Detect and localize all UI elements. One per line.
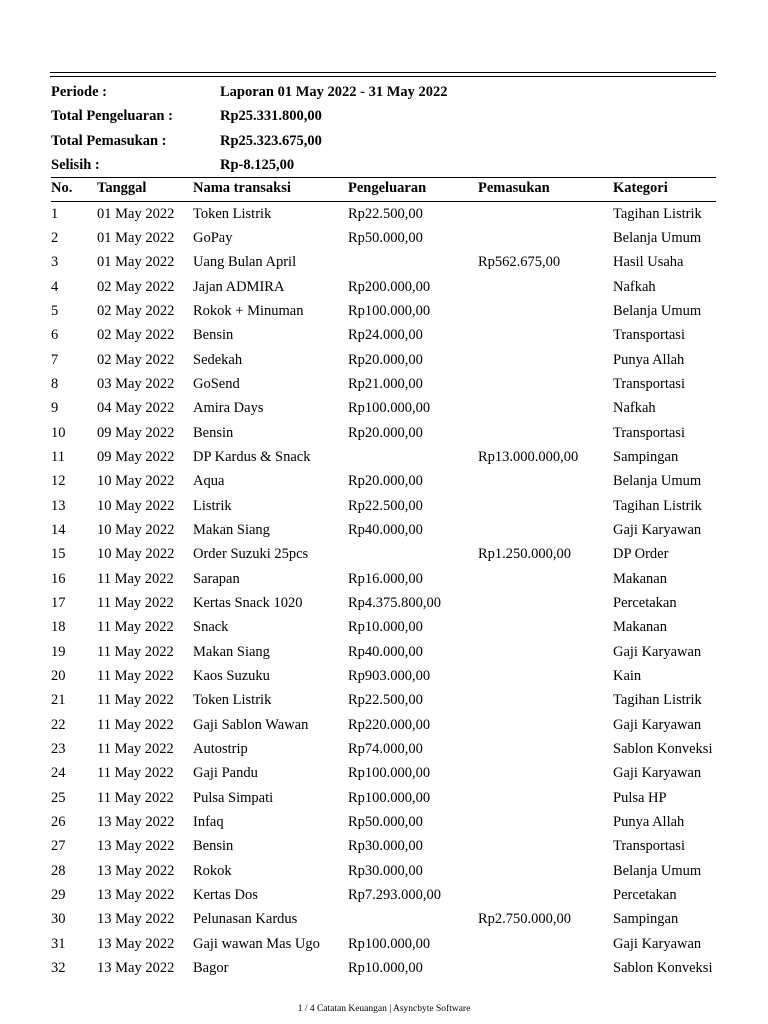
transactions-table (51, 177, 716, 981)
cell-pengeluaran: Rp100.000,00 (348, 302, 431, 319)
cell-no: 27 (51, 838, 66, 855)
cell-kategori: Transportasi (613, 327, 685, 344)
cell-date: 11 May 2022 (97, 619, 174, 636)
cell-kategori: Gaji Karyawan (613, 716, 702, 733)
table-row (51, 956, 716, 980)
cell-name: Kertas Snack 1020 (193, 595, 303, 611)
double-rule-top (50, 72, 716, 73)
cell-name: Gaji Pandu (193, 765, 258, 782)
table-row (51, 664, 716, 688)
cell-date: 11 May 2022 (97, 765, 174, 782)
table-row (51, 518, 716, 542)
cell-name: Gaji wawan Mas Ugo (193, 935, 320, 952)
cell-date: 13 May 2022 (97, 887, 175, 904)
table-row (51, 932, 716, 956)
cell-kategori: Transportasi (613, 375, 685, 392)
cell-date: 03 May 2022 (97, 375, 175, 392)
cell-date: 02 May 2022 (97, 302, 175, 319)
cell-no: 20 (51, 668, 66, 685)
cell-date: 09 May 2022 (97, 448, 175, 465)
cell-date: 11 May 2022 (97, 716, 174, 733)
cell-no: 4 (51, 278, 59, 295)
table-row (51, 469, 716, 493)
header-kategori: Kategori (613, 180, 668, 196)
cell-kategori: Belanja Umum (613, 473, 702, 490)
cell-date: 13 May 2022 (97, 935, 175, 952)
pengeluaran-label: Total Pengeluaran : (51, 108, 173, 125)
cell-pemasukan: Rp2.750.000,00 (478, 911, 572, 928)
table-row (51, 786, 716, 810)
cell-name: Token Listrik (193, 205, 272, 222)
table-row (51, 299, 716, 323)
table-row (51, 226, 716, 250)
cell-kategori: Belanja Umum (613, 302, 702, 319)
cell-name: Sedekah (193, 351, 243, 368)
header-no: No. (51, 180, 73, 196)
cell-pengeluaran: Rp50.000,00 (348, 229, 423, 246)
table-row (51, 421, 716, 445)
table-row (51, 810, 716, 834)
cell-pemasukan: Rp562.675,00 (478, 254, 561, 271)
periode-value: Laporan 01 May 2022 - 31 May 2022 (220, 84, 448, 100)
cell-pengeluaran: Rp22.500,00 (348, 692, 423, 709)
cell-no: 1 (51, 205, 59, 222)
cell-no: 8 (51, 375, 59, 392)
cell-date: 13 May 2022 (97, 838, 175, 855)
cell-name: Token Listrik (193, 692, 272, 709)
cell-no: 6 (51, 327, 59, 344)
summary-selisih (51, 153, 711, 177)
table-row (51, 834, 716, 858)
cell-name: Order Suzuki 25pcs (193, 546, 309, 563)
cell-kategori: Percetakan (613, 887, 677, 904)
cell-name: Aqua (193, 473, 225, 490)
cell-no: 32 (51, 960, 66, 977)
cell-name: Makan Siang (193, 521, 270, 538)
cell-kategori: Tagihan Listrik (613, 692, 702, 709)
cell-pengeluaran: Rp22.500,00 (348, 205, 423, 222)
cell-pengeluaran: Rp10.000,00 (348, 960, 423, 977)
header-pengeluaran: Pengeluaran (348, 180, 427, 196)
cell-kategori: DP Order (613, 546, 669, 563)
table-row (51, 372, 716, 396)
cell-pengeluaran: Rp10.000,00 (348, 619, 423, 636)
table-row (51, 250, 716, 274)
cell-kategori: Punya Allah (613, 351, 685, 368)
table-row (51, 640, 716, 664)
cell-kategori: Transportasi (613, 838, 685, 855)
cell-pengeluaran: Rp16.000,00 (348, 570, 423, 587)
cell-pengeluaran: Rp4.375.800,00 (348, 595, 442, 611)
cell-name: Rokok + Minuman (193, 302, 304, 319)
cell-date: 11 May 2022 (97, 643, 174, 660)
table-row (51, 615, 716, 639)
table-row (51, 713, 716, 737)
cell-pengeluaran: Rp100.000,00 (348, 765, 431, 782)
table-row (51, 396, 716, 420)
cell-date: 02 May 2022 (97, 327, 175, 344)
double-rule-bottom (50, 76, 716, 77)
cell-name: Pulsa Simpati (193, 789, 274, 806)
cell-pengeluaran: Rp30.000,00 (348, 838, 423, 855)
cell-pengeluaran: Rp100.000,00 (348, 400, 431, 417)
table-row (51, 907, 716, 931)
table-header (51, 177, 716, 202)
header-name: Nama transaksi (193, 180, 291, 196)
cell-date: 01 May 2022 (97, 254, 175, 271)
selisih-label: Selisih : (51, 156, 100, 173)
cell-kategori: Gaji Karyawan (613, 521, 702, 538)
cell-date: 04 May 2022 (97, 400, 175, 417)
summary-total-pengeluaran (51, 104, 711, 128)
cell-date: 11 May 2022 (97, 741, 174, 758)
table-row (51, 323, 716, 347)
cell-pemasukan: Rp1.250.000,00 (478, 546, 572, 563)
cell-no: 25 (51, 789, 66, 806)
summary-periode (51, 80, 711, 104)
cell-name: Gaji Sablon Wawan (193, 716, 309, 733)
cell-name: Kaos Suzuku (193, 668, 270, 685)
cell-no: 21 (51, 692, 66, 709)
cell-kategori: Nafkah (613, 400, 656, 417)
cell-no: 29 (51, 887, 66, 904)
cell-pengeluaran: Rp200.000,00 (348, 278, 431, 295)
cell-pengeluaran: Rp100.000,00 (348, 789, 431, 806)
cell-name: Listrik (193, 497, 232, 514)
table-row (51, 567, 716, 591)
table-row (51, 883, 716, 907)
cell-kategori: Transportasi (613, 424, 685, 441)
table-row (51, 202, 716, 226)
cell-pengeluaran: Rp903.000,00 (348, 668, 431, 685)
cell-no: 22 (51, 716, 66, 733)
cell-name: Bensin (193, 327, 234, 344)
cell-kategori: Tagihan Listrik (613, 205, 702, 222)
cell-no: 3 (51, 254, 59, 271)
table-body (51, 202, 716, 981)
pengeluaran-value: Rp25.331.800,00 (220, 108, 322, 125)
table-row (51, 348, 716, 372)
cell-no: 31 (51, 935, 66, 952)
cell-date: 10 May 2022 (97, 497, 175, 514)
cell-kategori: Belanja Umum (613, 862, 702, 879)
cell-pengeluaran: Rp22.500,00 (348, 497, 423, 514)
cell-kategori: Percetakan (613, 595, 677, 611)
cell-no: 19 (51, 643, 66, 660)
cell-no: 2 (51, 229, 59, 246)
cell-no: 18 (51, 619, 66, 636)
cell-name: Bagor (193, 960, 229, 977)
cell-pengeluaran: Rp24.000,00 (348, 327, 423, 344)
cell-kategori: Sampingan (613, 911, 679, 928)
header-date: Tanggal (97, 180, 147, 196)
cell-name: Jajan ADMIRA (193, 278, 285, 295)
cell-name: Snack (193, 619, 229, 636)
cell-no: 10 (51, 424, 66, 441)
selisih-value: Rp-8.125,00 (220, 156, 295, 173)
cell-kategori: Sablon Konveksi (613, 960, 713, 977)
cell-pengeluaran: Rp20.000,00 (348, 424, 423, 441)
cell-no: 12 (51, 473, 66, 490)
cell-name: GoSend (193, 375, 240, 392)
cell-no: 17 (51, 595, 66, 611)
cell-date: 01 May 2022 (97, 229, 175, 246)
cell-name: DP Kardus & Snack (193, 448, 311, 465)
cell-name: Kertas Dos (193, 887, 258, 904)
cell-kategori: Belanja Umum (613, 229, 702, 246)
cell-no: 24 (51, 765, 66, 782)
cell-kategori: Gaji Karyawan (613, 935, 702, 952)
cell-pengeluaran: Rp74.000,00 (348, 741, 423, 758)
cell-date: 11 May 2022 (97, 595, 174, 611)
cell-pengeluaran: Rp40.000,00 (348, 521, 423, 538)
cell-no: 16 (51, 570, 66, 587)
cell-kategori: Sablon Konveksi (613, 741, 713, 758)
table-row (51, 737, 716, 761)
cell-pemasukan: Rp13.000.000,00 (478, 448, 579, 465)
cell-pengeluaran: Rp100.000,00 (348, 935, 431, 952)
cell-date: 10 May 2022 (97, 473, 175, 490)
cell-date: 10 May 2022 (97, 546, 175, 563)
cell-kategori: Sampingan (613, 448, 679, 465)
cell-date: 02 May 2022 (97, 351, 175, 368)
report-summary (51, 80, 711, 177)
cell-name: Autostrip (193, 741, 248, 758)
cell-pengeluaran: Rp50.000,00 (348, 814, 423, 831)
cell-date: 10 May 2022 (97, 521, 175, 538)
cell-date: 11 May 2022 (97, 789, 174, 806)
table-row (51, 445, 716, 469)
cell-no: 7 (51, 351, 59, 368)
cell-kategori: Gaji Karyawan (613, 643, 702, 660)
cell-pengeluaran: Rp20.000,00 (348, 473, 423, 490)
cell-date: 02 May 2022 (97, 278, 175, 295)
cell-no: 14 (51, 521, 66, 538)
cell-date: 11 May 2022 (97, 692, 174, 709)
table-row (51, 859, 716, 883)
table-row (51, 688, 716, 712)
cell-date: 13 May 2022 (97, 862, 175, 879)
cell-kategori: Hasil Usaha (613, 254, 684, 271)
cell-name: Makan Siang (193, 643, 270, 660)
cell-pengeluaran: Rp20.000,00 (348, 351, 423, 368)
table-row (51, 275, 716, 299)
cell-name: Uang Bulan April (193, 254, 297, 271)
cell-date: 11 May 2022 (97, 668, 174, 685)
table-row (51, 761, 716, 785)
pemasukan-label: Total Pemasukan : (51, 132, 167, 149)
header-pemasukan: Pemasukan (478, 180, 550, 196)
cell-name: Amira Days (193, 400, 264, 417)
cell-no: 9 (51, 400, 59, 417)
table-row (51, 494, 716, 518)
cell-kategori: Kain (613, 668, 642, 685)
cell-pengeluaran: Rp30.000,00 (348, 862, 423, 879)
cell-date: 13 May 2022 (97, 814, 175, 831)
cell-date: 09 May 2022 (97, 424, 175, 441)
cell-date: 13 May 2022 (97, 960, 175, 977)
cell-pengeluaran: Rp220.000,00 (348, 716, 431, 733)
cell-no: 28 (51, 862, 66, 879)
cell-no: 15 (51, 546, 66, 563)
cell-kategori: Pulsa HP (613, 789, 667, 806)
cell-date: 11 May 2022 (97, 570, 174, 587)
cell-name: GoPay (193, 229, 233, 246)
cell-name: Bensin (193, 424, 234, 441)
cell-no: 30 (51, 911, 66, 928)
page-footer: 1 / 4 Catatan Keuangan | Asyncbyte Software (297, 1004, 471, 1014)
cell-pengeluaran: Rp7.293.000,00 (348, 887, 442, 904)
cell-pengeluaran: Rp40.000,00 (348, 643, 423, 660)
cell-kategori: Makanan (613, 619, 667, 636)
pemasukan-value: Rp25.323.675,00 (220, 132, 322, 149)
cell-name: Sarapan (193, 570, 240, 587)
table-row (51, 591, 716, 615)
cell-kategori: Punya Allah (613, 814, 685, 831)
cell-pengeluaran: Rp21.000,00 (348, 375, 423, 392)
cell-date: 01 May 2022 (97, 205, 175, 222)
cell-kategori: Tagihan Listrik (613, 497, 702, 514)
table-row (51, 542, 716, 566)
cell-date: 13 May 2022 (97, 911, 175, 928)
cell-kategori: Makanan (613, 570, 667, 587)
cell-no: 11 (51, 448, 65, 465)
periode-label: Periode : (51, 84, 107, 100)
cell-kategori: Nafkah (613, 278, 656, 295)
cell-kategori: Gaji Karyawan (613, 765, 702, 782)
cell-name: Infaq (193, 814, 224, 831)
cell-no: 26 (51, 814, 66, 831)
cell-no: 23 (51, 741, 66, 758)
cell-name: Pelunasan Kardus (193, 911, 298, 928)
cell-name: Bensin (193, 838, 234, 855)
cell-no: 5 (51, 302, 59, 319)
cell-no: 13 (51, 497, 66, 514)
cell-name: Rokok (193, 862, 232, 879)
summary-total-pemasukan (51, 129, 711, 153)
